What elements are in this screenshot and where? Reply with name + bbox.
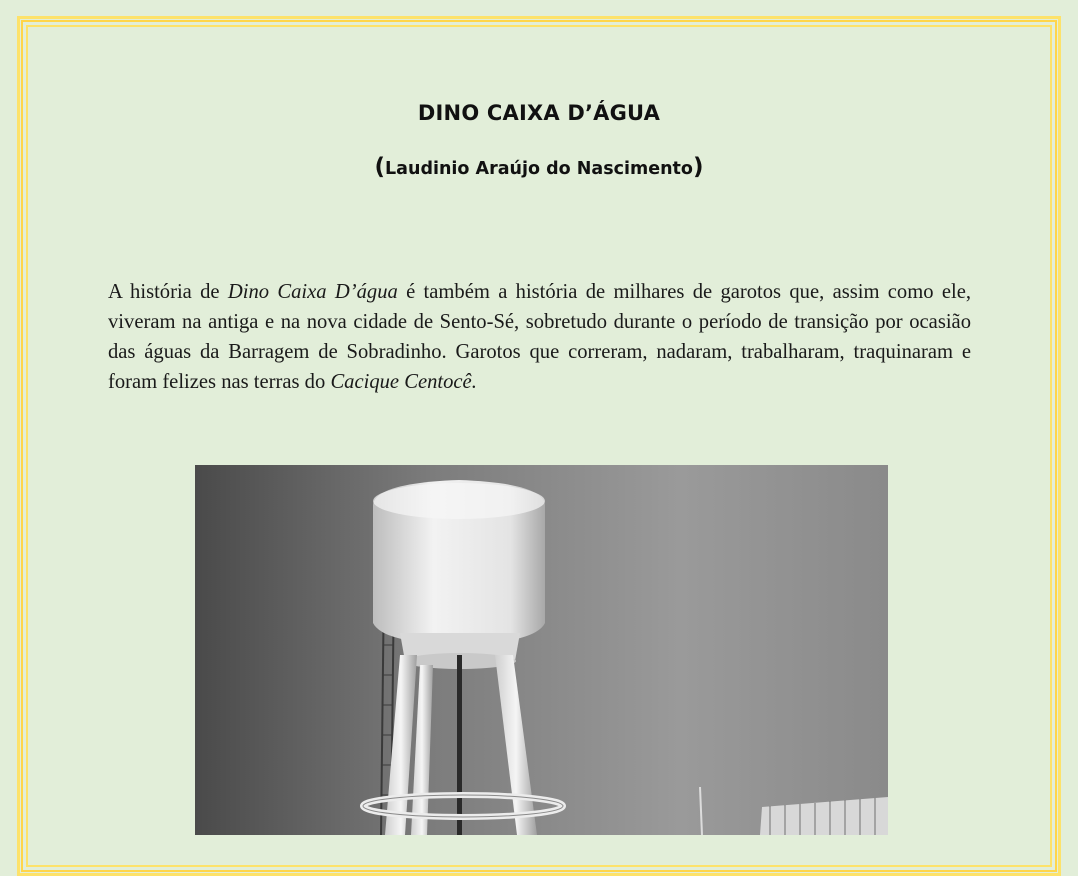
author-name: Laudinio Araújo do Nascimento (385, 159, 693, 179)
paragraph-italic-2: Cacique Centocê. (330, 371, 477, 394)
subtitle-open-paren: ( (374, 154, 386, 180)
intro-paragraph (108, 277, 971, 398)
paragraph-text-1: A história de (108, 280, 228, 303)
paragraph-text-2: é também a história de milhares de garotos que, assim como ele, viveram na antiga e na nova cidade de Sento-Sé, sobretudo durante o período de transição por ocasião das águas da Barragem de Sobradinho. Garotos que correram, nadaram, trabalharam, traquinaram e foram felizes nas terras do (108, 280, 972, 394)
paragraph-italic-1: Dino Caixa D’água (227, 280, 398, 303)
document-title: DINO CAIXA D’ÁGUA (417, 101, 661, 125)
subtitle-close-paren: ) (692, 154, 704, 180)
document-subtitle (0, 154, 1078, 180)
water-tower-photo (195, 465, 888, 835)
